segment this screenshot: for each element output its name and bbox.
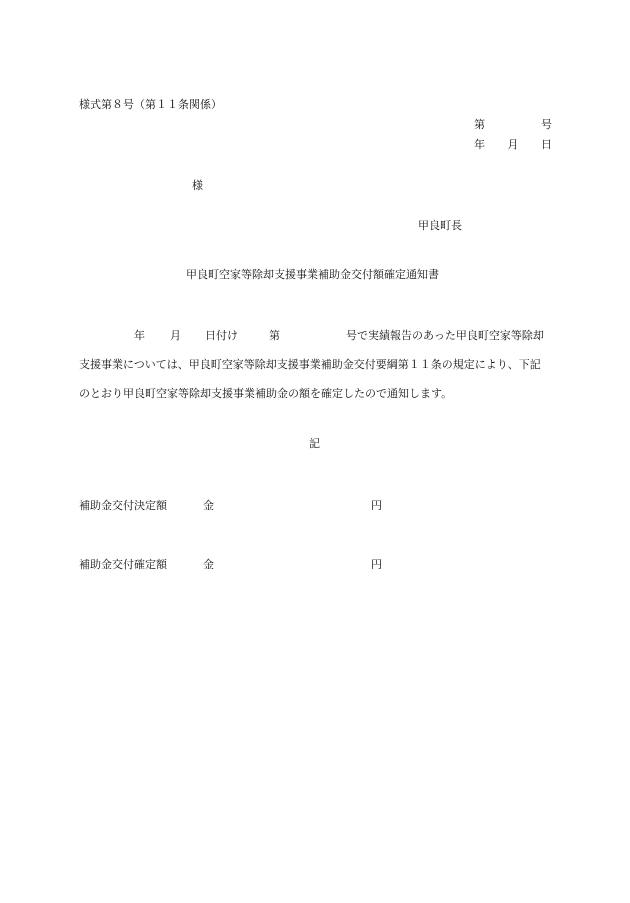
ki-heading: 記 (309, 437, 320, 450)
body-line-2: 支援事業については、甲良町空家等除却支援事業補助金交付要綱第１１条の規定により、下記 (79, 358, 541, 371)
document-number-line (474, 118, 552, 132)
document-date-line (474, 138, 552, 152)
issuer-name: 甲良町長 (418, 219, 462, 232)
date-year: 年 (474, 138, 485, 151)
number-prefix: 第 (474, 118, 485, 131)
amount-label: 補助金交付決定額 (79, 499, 167, 512)
amount-yen: 円 (371, 499, 382, 512)
amount-kin: 金 (203, 499, 214, 512)
body-paragraph (79, 321, 551, 408)
body-dai: 第 (269, 329, 280, 342)
body-line1-rest: 号で実績報告のあった甲良町空家等除却 (346, 329, 544, 342)
body-month: 月 (170, 329, 181, 342)
number-suffix: 号 (541, 118, 552, 131)
body-line-3: のとおり甲良町空家等除却支援事業補助金の額を確定したので通知します。 (79, 387, 453, 400)
date-day: 日 (541, 138, 552, 151)
form-number: 様式第８号（第１１条関係） (79, 98, 222, 111)
addressee-honorific: 様 (192, 179, 203, 192)
amount-label: 補助金交付確定額 (79, 558, 167, 571)
body-dated: 日付け (205, 329, 238, 342)
body-line-1 (79, 321, 551, 350)
document-title: 甲良町空家等除却支援事業補助金交付額確定通知書 (186, 268, 439, 281)
amount-yen: 円 (371, 558, 382, 571)
body-year: 年 (134, 329, 145, 342)
amount-kin: 金 (203, 558, 214, 571)
date-month: 月 (507, 138, 519, 151)
